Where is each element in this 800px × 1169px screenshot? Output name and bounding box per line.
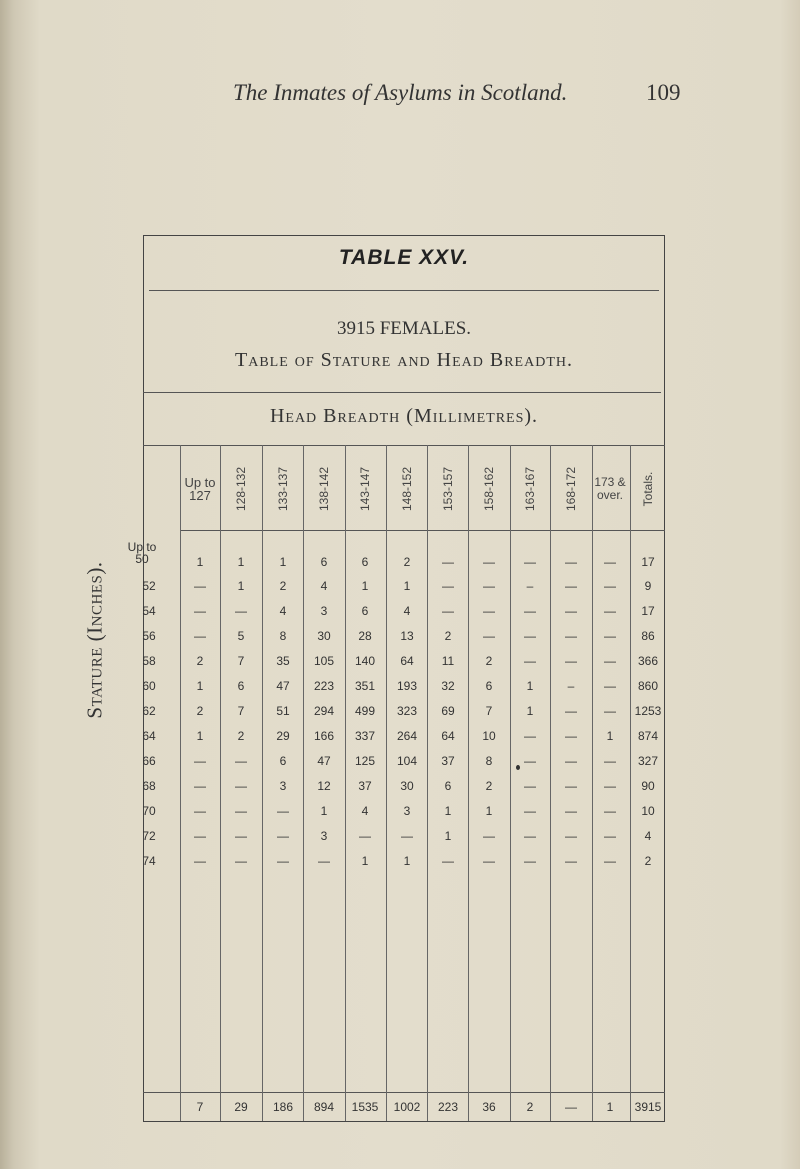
table-cell: 29 xyxy=(276,729,290,743)
table-cell: 2 xyxy=(644,854,652,868)
table-cell: 1 xyxy=(403,854,411,868)
table-cell: — xyxy=(359,829,371,843)
table-cell: 8 xyxy=(279,629,287,643)
table-cell: — xyxy=(524,854,536,868)
column-header xyxy=(428,448,468,530)
column-header xyxy=(551,448,591,530)
totals-cell: 3915 xyxy=(634,1100,662,1114)
table-cell: 13 xyxy=(400,629,414,643)
table-cell: 351 xyxy=(354,679,376,693)
row-label: 64 xyxy=(142,729,156,743)
totals-cell: 7 xyxy=(196,1100,204,1114)
table-cell: — xyxy=(524,779,536,793)
row-label: 74 xyxy=(142,854,156,868)
table-cell: — xyxy=(442,579,454,593)
table-cell: 6 xyxy=(237,679,245,693)
column-header xyxy=(304,448,344,530)
table-cell: 1 xyxy=(526,679,534,693)
table-cell: 1 xyxy=(196,679,204,693)
rule-under-group-heading xyxy=(143,445,665,446)
table-cell: 1253 xyxy=(634,704,662,718)
table-cell: — xyxy=(524,604,536,618)
table-cell: — xyxy=(277,854,289,868)
table-cell: 9 xyxy=(644,579,652,593)
table-cell: 2 xyxy=(403,555,411,569)
table-title: TABLE XXV. xyxy=(338,246,470,269)
totals-cell: 1 xyxy=(606,1100,614,1114)
table-cell: — xyxy=(565,779,577,793)
totals-cell: 36 xyxy=(482,1100,496,1114)
column-header xyxy=(387,448,427,530)
column-header xyxy=(263,448,303,530)
table-cell: 3 xyxy=(320,604,328,618)
table-cell: — xyxy=(604,654,616,668)
table-cell: 30 xyxy=(400,779,414,793)
column-header-label: 173 & over. xyxy=(594,475,626,502)
rule-under-title xyxy=(149,290,659,291)
column-header xyxy=(590,448,630,530)
table-cell: 860 xyxy=(637,679,659,693)
column-header-label: 158-162 xyxy=(482,466,496,512)
table-cell: 2 xyxy=(485,779,493,793)
table-cell: — xyxy=(194,579,206,593)
table-cell: — xyxy=(604,779,616,793)
column-group-heading: Head Breadth (Millimetres). xyxy=(269,405,539,427)
table-cell: 6 xyxy=(320,555,328,569)
totals-cell: 1535 xyxy=(351,1100,379,1114)
column-header-label: 168-172 xyxy=(564,466,578,512)
totals-cell: 29 xyxy=(234,1100,248,1114)
table-cell: 105 xyxy=(313,654,335,668)
table-cell: — xyxy=(235,779,247,793)
table-cell: 3 xyxy=(403,804,411,818)
row-label: 54 xyxy=(142,604,156,618)
column-header-label: 143-147 xyxy=(358,466,372,512)
table-cell: 35 xyxy=(276,654,290,668)
table-cell: — xyxy=(194,604,206,618)
table-cell: — xyxy=(604,679,616,693)
table-cell: 30 xyxy=(317,629,331,643)
table-cell: 10 xyxy=(482,729,496,743)
table-cell: 47 xyxy=(276,679,290,693)
table-cell: — xyxy=(565,804,577,818)
table-cell: — xyxy=(235,854,247,868)
table-cell: 17 xyxy=(641,555,655,569)
row-label: 52 xyxy=(142,579,156,593)
table-cell: — xyxy=(524,555,536,569)
column-header-label: 153-157 xyxy=(441,466,455,512)
running-header-title: The Inmates of Asylums in Scotland. xyxy=(233,80,568,105)
table-cell: 11 xyxy=(441,654,455,668)
table-cell: — xyxy=(235,829,247,843)
column-header-label: 128-132 xyxy=(234,466,248,512)
table-cell: 90 xyxy=(641,779,655,793)
table-cell: 1 xyxy=(526,704,534,718)
table-cell: — xyxy=(235,804,247,818)
table-cell: 294 xyxy=(313,704,335,718)
column-header-label: 138-142 xyxy=(317,466,331,512)
table-cell: 7 xyxy=(485,704,493,718)
table-cell: 1 xyxy=(196,729,204,743)
table-cell: — xyxy=(442,604,454,618)
table-cell: 6 xyxy=(279,754,287,768)
table-cell: — xyxy=(194,804,206,818)
totals-cell: 223 xyxy=(437,1100,459,1114)
table-cell: 264 xyxy=(396,729,418,743)
rule-above-totals xyxy=(143,1092,665,1093)
column-header-label: 133-137 xyxy=(276,466,290,512)
table-cell: 1 xyxy=(279,555,287,569)
table-cell: 6 xyxy=(485,679,493,693)
table-cell: 51 xyxy=(276,704,290,718)
table-cell: — xyxy=(235,754,247,768)
table-cell: — xyxy=(565,629,577,643)
table-cell: — xyxy=(524,654,536,668)
table-cell: 1 xyxy=(485,804,493,818)
table-cell: 1 xyxy=(361,854,369,868)
table-cell: 337 xyxy=(354,729,376,743)
table-cell: — xyxy=(565,555,577,569)
table-cell: — xyxy=(524,729,536,743)
table-cell: — xyxy=(483,555,495,569)
table-cell: 37 xyxy=(441,754,455,768)
table-cell: 6 xyxy=(361,555,369,569)
table-cell: — xyxy=(565,604,577,618)
table-cell: — xyxy=(194,629,206,643)
table-cell: 69 xyxy=(441,704,455,718)
table-cell: 4 xyxy=(403,604,411,618)
row-label: 66 xyxy=(142,754,156,768)
table-cell: 8 xyxy=(485,754,493,768)
table-cell: 104 xyxy=(396,754,418,768)
column-header-label: Up to 127 xyxy=(184,475,216,503)
table-cell: — xyxy=(604,829,616,843)
row-label: 58 xyxy=(142,654,156,668)
table-cell: 223 xyxy=(313,679,335,693)
table-cell: – xyxy=(526,579,534,593)
table-cell: 12 xyxy=(317,779,331,793)
table-cell: 3 xyxy=(279,779,287,793)
table-cell: — xyxy=(604,579,616,593)
table-cell: 2 xyxy=(485,654,493,668)
table-cell: — xyxy=(565,854,577,868)
table-cell: — xyxy=(604,629,616,643)
table-cell: 64 xyxy=(441,729,455,743)
table-cell: 1 xyxy=(237,579,245,593)
table-cell: — xyxy=(604,854,616,868)
table-cell: 7 xyxy=(237,654,245,668)
table-cell: — xyxy=(524,754,536,768)
table-cell: 4 xyxy=(320,579,328,593)
table-cell: 140 xyxy=(354,654,376,668)
table-cell: — xyxy=(524,829,536,843)
table-cell: — xyxy=(235,604,247,618)
row-label: 68 xyxy=(142,779,156,793)
table-cell: 17 xyxy=(641,604,655,618)
table-cell: — xyxy=(194,779,206,793)
table-cell: — xyxy=(442,854,454,868)
column-header xyxy=(469,448,509,530)
table-cell: 32 xyxy=(441,679,455,693)
table-cell: 1 xyxy=(444,804,452,818)
table-cell: 1 xyxy=(196,555,204,569)
table-cell: — xyxy=(604,604,616,618)
table-cell: — xyxy=(565,579,577,593)
table-cell: – xyxy=(567,679,575,693)
table-cell: 5 xyxy=(237,629,245,643)
table-cell: 1 xyxy=(361,579,369,593)
totals-cell: 2 xyxy=(526,1100,534,1114)
table-cell: — xyxy=(483,579,495,593)
column-header xyxy=(628,448,668,530)
table-cell: 4 xyxy=(644,829,652,843)
table-cell: 125 xyxy=(354,754,376,768)
row-label: 60 xyxy=(142,679,156,693)
table-cell: — xyxy=(442,555,454,569)
column-header xyxy=(345,448,385,530)
table-cell: 193 xyxy=(396,679,418,693)
table-cell: 2 xyxy=(279,579,287,593)
row-label: 62 xyxy=(142,704,156,718)
table-cell: — xyxy=(565,829,577,843)
table-cell: 28 xyxy=(358,629,372,643)
table-cell: 327 xyxy=(637,754,659,768)
totals-cell: — xyxy=(565,1100,577,1114)
row-label: Up to 50 xyxy=(127,540,157,566)
table-cell: — xyxy=(565,729,577,743)
table-cell: — xyxy=(604,704,616,718)
ink-spot xyxy=(516,765,520,770)
table-cell: — xyxy=(401,829,413,843)
column-header xyxy=(510,448,550,530)
table-cell: 1 xyxy=(444,829,452,843)
table-cell: — xyxy=(604,804,616,818)
table-cell: 64 xyxy=(400,654,414,668)
table-cell: — xyxy=(604,754,616,768)
table-cell: 2 xyxy=(444,629,452,643)
table-cell: — xyxy=(277,804,289,818)
totals-cell: 186 xyxy=(272,1100,294,1114)
table-cell: 7 xyxy=(237,704,245,718)
table-cell: — xyxy=(483,829,495,843)
table-cell: 1 xyxy=(606,729,614,743)
table-cell: 4 xyxy=(361,804,369,818)
page-number: 109 xyxy=(646,80,681,105)
table-cell: — xyxy=(194,854,206,868)
column-header xyxy=(180,448,220,530)
table-cell: 2 xyxy=(196,704,204,718)
table-cell: 47 xyxy=(317,754,331,768)
stature-axis-label-text: Stature (Inches). xyxy=(82,561,107,719)
stature-axis-label xyxy=(82,561,107,719)
table-cell: 6 xyxy=(361,604,369,618)
table-cell: 4 xyxy=(279,604,287,618)
table-cell: 1 xyxy=(237,555,245,569)
table-cell: 1 xyxy=(403,579,411,593)
table-cell: 166 xyxy=(313,729,335,743)
table-cell: 874 xyxy=(637,729,659,743)
column-header-label: 163-167 xyxy=(523,466,537,512)
rule-under-heading xyxy=(143,392,661,393)
table-cell: — xyxy=(194,829,206,843)
table-cell: 1 xyxy=(320,804,328,818)
table-cell: — xyxy=(483,629,495,643)
row-label: 56 xyxy=(142,629,156,643)
column-header xyxy=(221,448,261,530)
table-cell: 86 xyxy=(641,629,655,643)
table-cell: — xyxy=(483,854,495,868)
table-cell: — xyxy=(524,629,536,643)
table-cell: 3 xyxy=(320,829,328,843)
table-subtitle: 3915 FEMALES. xyxy=(336,318,472,339)
table-cell: 323 xyxy=(396,704,418,718)
table-cell: 2 xyxy=(237,729,245,743)
column-header-label: 148-152 xyxy=(400,466,414,512)
table-cell: 10 xyxy=(641,804,655,818)
table-cell: 6 xyxy=(444,779,452,793)
table-cell: — xyxy=(277,829,289,843)
totals-cell: 894 xyxy=(313,1100,335,1114)
table-cell: — xyxy=(604,555,616,569)
table-cell: 37 xyxy=(358,779,372,793)
table-heading: Table of Stature and Head Breadth. xyxy=(235,349,573,371)
table-cell: — xyxy=(565,704,577,718)
table-cell: — xyxy=(565,654,577,668)
column-header-label: Totals. xyxy=(641,471,655,507)
table-cell: 366 xyxy=(637,654,659,668)
table-cell: — xyxy=(524,804,536,818)
table-cell: — xyxy=(483,604,495,618)
table-cell: 499 xyxy=(354,704,376,718)
table-cell: — xyxy=(194,754,206,768)
row-label: 70 xyxy=(142,804,156,818)
table-cell: — xyxy=(318,854,330,868)
totals-cell: 1002 xyxy=(393,1100,421,1114)
table-cell: 2 xyxy=(196,654,204,668)
table-cell: — xyxy=(565,754,577,768)
row-label: 72 xyxy=(142,829,156,843)
